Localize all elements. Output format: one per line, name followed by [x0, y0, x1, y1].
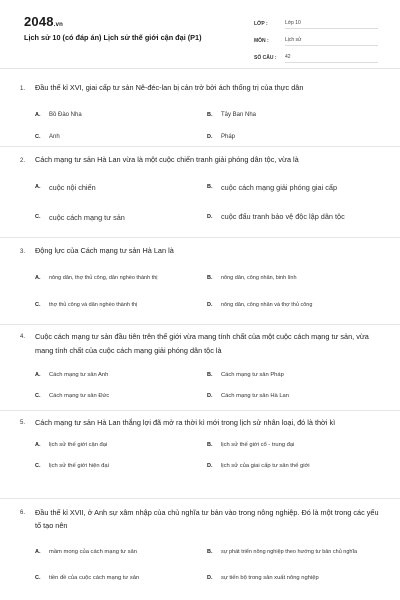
- option-d[interactable]: [207, 205, 379, 229]
- option-text: Cách mạng tư sản Pháp: [221, 372, 284, 378]
- option-letter: C.: [35, 463, 41, 469]
- option-text: sự phát triển nông nghiệp theo hướng tư bản chủ nghĩa: [221, 548, 358, 555]
- question-text: Động lực của Cách mạng tư sản Hà Lan là: [35, 246, 174, 255]
- option-text: Cách mạng tư sản Anh: [49, 372, 109, 378]
- meta-row-subject: [254, 31, 378, 46]
- question-divider: [0, 146, 400, 147]
- option-letter: B.: [207, 372, 213, 378]
- option-b[interactable]: [207, 367, 379, 383]
- option-b[interactable]: [207, 437, 379, 453]
- question-text: Cách mạng tư sản Hà Lan vừa là một cuộc chiến tranh giải phóng dân tộc, vừa là: [35, 155, 299, 164]
- question-number: 2.: [20, 158, 26, 164]
- question-4: [20, 330, 380, 404]
- option-letter: A.: [35, 112, 41, 118]
- question-number: 6.: [20, 510, 26, 516]
- option-letter: B.: [207, 112, 213, 118]
- question-number: 4.: [20, 334, 26, 340]
- meta-row-count: [254, 48, 378, 63]
- option-text: lịch sử thế giới cổ - trung đại: [221, 442, 295, 448]
- option-text: thợ thủ công và dân nghèo thành thị: [49, 302, 138, 308]
- meta-info: [254, 14, 378, 65]
- question-5: [20, 416, 380, 474]
- option-letter: C.: [35, 575, 41, 581]
- question-text: Cách mạng tư sản Hà Lan thắng lợi đã mở ra thời kì mới trong lịch sử nhân loại, đó là thời kì: [35, 418, 336, 427]
- question-text: Cuộc cách mạng tư sản đầu tiên trên thế giới vừa mang tính chất của một cuộc cách mạng tư sản, vừa mang tính chất của cuộc cách mạng giải phóng dân tộc là: [35, 332, 369, 355]
- question-2: [20, 154, 380, 229]
- option-text: nông dân, công nhân, binh lính: [221, 275, 297, 281]
- option-a[interactable]: [35, 540, 207, 564]
- question-number: 3.: [20, 249, 26, 255]
- option-b[interactable]: [207, 540, 379, 564]
- option-text: Bồ Đào Nha: [49, 112, 82, 118]
- option-text: cuộc cách mạng giải phóng giai cấp: [221, 182, 338, 192]
- meta-label: MÔN :: [254, 38, 269, 44]
- option-letter: A.: [35, 275, 41, 281]
- meta-label: LỚP :: [254, 21, 268, 27]
- question-divider: [0, 237, 400, 238]
- option-text: sự tiến bộ trong sản xuất nông nghiệp: [221, 575, 319, 581]
- question-3: [20, 245, 380, 313]
- option-letter: D.: [207, 575, 213, 581]
- question-number: 1.: [20, 86, 26, 92]
- option-letter: A.: [35, 372, 41, 378]
- question-divider: [0, 410, 400, 411]
- option-letter: D.: [207, 393, 213, 399]
- option-c[interactable]: [35, 388, 207, 404]
- option-letter: C.: [35, 393, 41, 399]
- option-a[interactable]: [35, 267, 207, 289]
- option-letter: B.: [207, 184, 213, 190]
- option-d[interactable]: [207, 388, 379, 404]
- option-text: Cách mạng tư sản Đức: [49, 393, 110, 399]
- logo-suffix: .vn: [53, 22, 64, 28]
- option-letter: C.: [35, 134, 41, 140]
- option-d[interactable]: [207, 458, 379, 474]
- option-letter: C.: [35, 302, 41, 308]
- option-text: Cách mạng tư sản Hà Lan: [221, 393, 290, 399]
- option-letter: A.: [35, 184, 41, 190]
- option-b[interactable]: [207, 179, 379, 195]
- page-title: Lịch sử 10 (có đáp án) Lịch sử thế giới cận đại (P1): [24, 33, 202, 42]
- option-letter: A.: [35, 442, 41, 448]
- option-text: tiền đề của cuộc cách mạng tư sản: [49, 575, 140, 581]
- option-letter: D.: [207, 302, 213, 308]
- option-d[interactable]: [207, 128, 379, 146]
- option-d[interactable]: [207, 570, 379, 586]
- option-letter: B.: [207, 275, 213, 281]
- worksheet-header: [0, 0, 400, 68]
- meta-value: Lớp 10: [285, 20, 378, 29]
- question-6: [20, 506, 380, 586]
- option-text: nông dân, thợ thủ công, dân nghèo thành thị: [49, 274, 158, 281]
- option-letter: D.: [207, 134, 213, 140]
- meta-value: 42: [285, 54, 378, 63]
- meta-row-class: [254, 14, 378, 29]
- question-divider: [0, 324, 400, 325]
- option-a[interactable]: [35, 367, 207, 383]
- option-text: lịch sử thế giới cận đại: [49, 442, 108, 448]
- meta-label: SỐ CÂU :: [254, 55, 277, 61]
- option-text: cuộc cách mạng tư sản: [49, 212, 125, 222]
- header-divider: [0, 68, 400, 69]
- option-d[interactable]: [207, 297, 379, 313]
- option-text: mầm mong của cách mạng tư sản: [49, 549, 137, 555]
- option-b[interactable]: [207, 267, 379, 289]
- option-letter: B.: [207, 549, 213, 555]
- option-c[interactable]: [35, 128, 207, 146]
- option-letter: D.: [207, 214, 213, 220]
- option-a[interactable]: [35, 106, 207, 124]
- option-a[interactable]: [35, 179, 207, 195]
- option-letter: B.: [207, 442, 213, 448]
- option-text: cuộc đấu tranh bảo vệ độc lập dân tộc: [221, 212, 345, 221]
- logo-text: 2048: [24, 14, 54, 29]
- site-logo[interactable]: [24, 14, 63, 29]
- option-b[interactable]: [207, 106, 379, 124]
- option-text: cuộc nội chiến: [49, 182, 96, 192]
- question-divider: [0, 498, 400, 499]
- option-letter: D.: [207, 463, 213, 469]
- meta-value: Lịch sử: [285, 37, 378, 46]
- question-number: 5.: [20, 420, 26, 426]
- question-text: Đầu thế kỉ XVI, giai cấp tư sản Nê-đéc-lan bị cản trở bởi ách thống trị của thực dân: [35, 83, 304, 92]
- option-c[interactable]: [35, 458, 207, 474]
- question-1: [20, 82, 380, 146]
- option-letter: C.: [35, 214, 41, 220]
- option-letter: A.: [35, 549, 41, 555]
- option-c[interactable]: [35, 205, 207, 229]
- option-text: lịch sử của giai cấp tư sản thế giới: [221, 463, 310, 469]
- option-a[interactable]: [35, 437, 207, 453]
- option-text: Anh: [49, 134, 60, 140]
- option-text: Tây Ban Nha: [221, 112, 257, 118]
- option-text: lịch sử thế giới hiện đại: [49, 463, 109, 469]
- option-c[interactable]: [35, 570, 207, 586]
- question-text: Đầu thế kỉ XVII, ở Anh sự xâm nhập của chủ nghĩa tư bản vào trong nông nghiệp. Đó là một trong các yếu tố tạo nên: [35, 508, 379, 530]
- option-text: Pháp: [221, 134, 236, 140]
- option-text: nông dân, công nhân và thợ thủ công: [221, 302, 313, 308]
- option-c[interactable]: [35, 297, 207, 313]
